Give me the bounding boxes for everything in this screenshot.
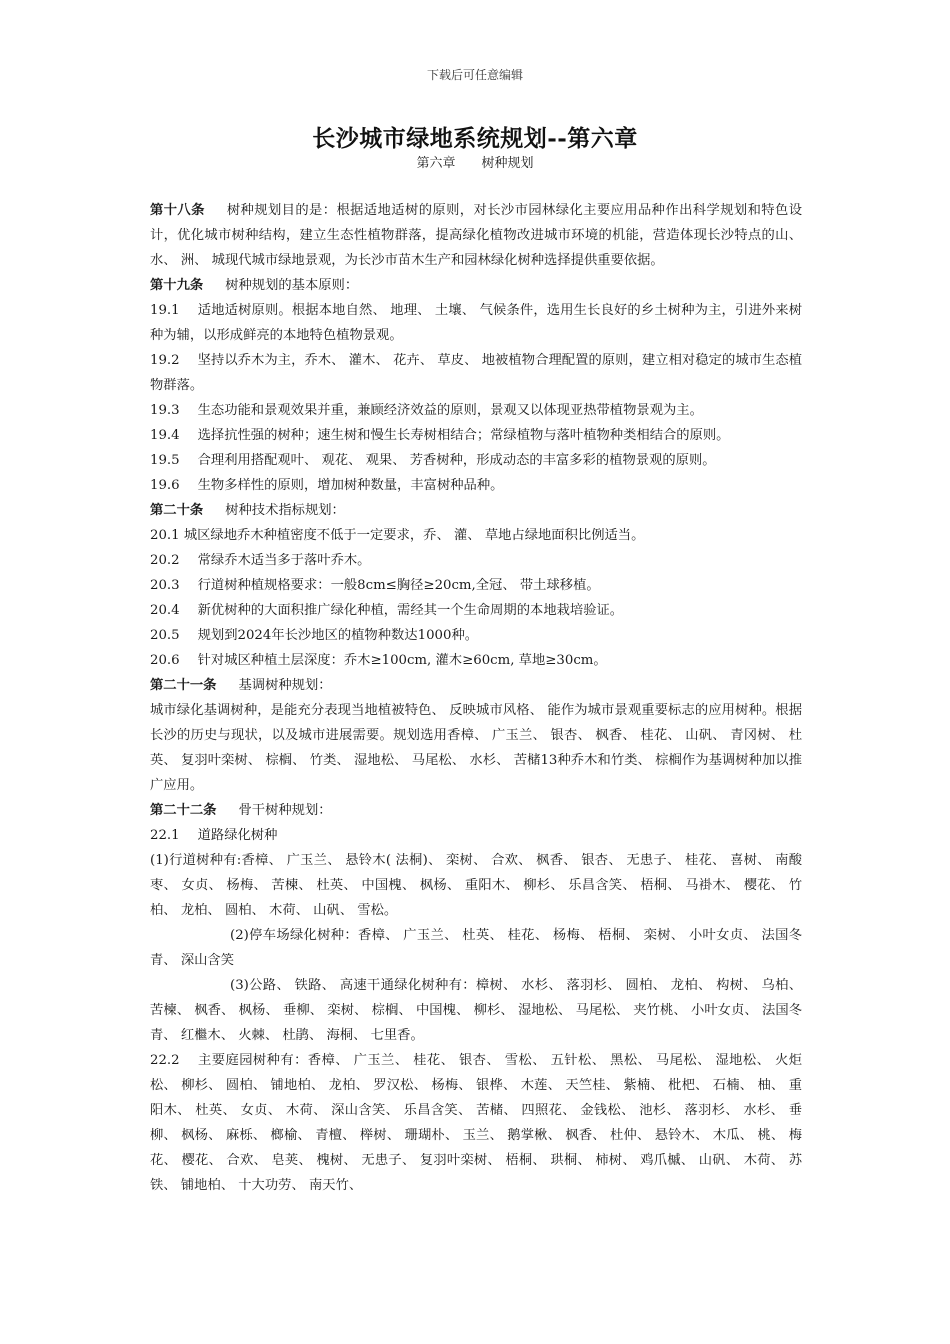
paragraph-text: 城市绿化基调树种，是能充分表现当地植被特色、 反映城市风格、 能作为城市景观重要标志的应用树种。根据长沙的历史与现状，以及城市进展需要。规划选用香樟、 广玉兰、 银杏、 枫香、 桂花、 山矾、 青冈树、 杜英、 复羽叶栾树、 棕榈、 竹类、 湿地松、 马尾松、 水杉、 苦槠13种乔木和竹类、 棕榈作为基调树种加以推广应用。 — [150, 703, 802, 793]
paragraph — [150, 198, 802, 273]
paragraph — [150, 798, 802, 823]
paragraph — [150, 1048, 802, 1198]
clause-number: 19.5 — [150, 453, 180, 468]
paragraph-text: 针对城区种植土层深度：乔木≥100cm, 灌木≥60cm, 草地≥30cm。 — [197, 653, 607, 668]
clause-number: 20.3 — [150, 578, 180, 593]
article-label: 第二十一条 — [150, 678, 217, 693]
document-body — [150, 198, 802, 1198]
clause-number: 22.1 — [150, 828, 180, 843]
paragraph-text: 合理利用搭配观叶、 观花、 观果、 芳香树种，形成动态的丰富多彩的植物景观的原则。 — [197, 453, 716, 468]
paragraph-text: 适地适树原则。根据本地自然、 地理、 土壤、 气候条件，选用生长良好的乡土树种为主，引进外来树种为辅，以形成鲜亮的本地特色植物景观。 — [150, 303, 802, 343]
paragraph-text: 主要庭园树种有：香樟、 广玉兰、 桂花、 银杏、 雪松、 五针松、 黑松、 马尾松、 湿地松、 火炬松、 柳杉、 圆柏、 铺地柏、 龙柏、 罗汉松、 杨梅、 银桦、 木莲、 天竺桂、 紫楠、 枇杷、 石楠、 柚、 重阳木、 杜英、 女贞、 木荷、 深山含笑、 乐昌含笑、 苦槠、 四照花、 金钱松、 池杉、 落羽杉、 水杉、 垂柳、 枫杨、 麻栎、 榔榆、 青檀、 榉树、 珊瑚朴、 玉兰、 鹅掌楸、 枫香、 杜仲、 悬铃木、 木瓜、 桃、 梅花、 樱花、 合欢、 皂荚、 槐树、 无患子、 复羽叶栾树、 梧桐、 珙桐、 柿树、 鸡爪槭、 山矾、 木荷、 苏铁、 铺地柏、 十大功劳、 南天竹、 — [150, 1053, 802, 1193]
paragraph-text: 20.1 城区绿地乔木种植密度不低于一定要求，乔、 灌、 草地占绿地面积比例适当。 — [150, 528, 645, 543]
paragraph — [150, 698, 802, 798]
paragraph-text: 树种规划的基本原则： — [225, 278, 359, 293]
article-label: 第十八条 — [150, 203, 205, 218]
clause-number: 20.5 — [150, 628, 180, 643]
page-title: 长沙城市绿地系统规划--第六章 — [312, 125, 638, 152]
paragraph — [150, 823, 802, 848]
paragraph — [150, 973, 802, 1048]
article-label: 第二十二条 — [150, 803, 217, 818]
clause-number: 20.2 — [150, 553, 180, 568]
paragraph-text: 生态功能和景观效果并重，兼顾经济效益的原则，景观又以体现亚热带植物景观为主。 — [197, 403, 703, 418]
page-subtitle: 第六章 树种规划 — [416, 156, 534, 171]
paragraph-text: (2)停车场绿化树种：香樟、 广玉兰、 杜英、 桂花、 杨梅、 梧桐、 栾树、 小叶女贞、 法国冬青、 深山含笑 — [150, 928, 802, 968]
paragraph-text: 骨干树种规划： — [238, 803, 332, 818]
clause-number: 19.6 — [150, 478, 180, 493]
paragraph — [150, 523, 802, 548]
paragraph-text: 常绿乔木适当多于落叶乔木。 — [197, 553, 371, 568]
paragraph-text: 道路绿化树种 — [197, 828, 278, 843]
paragraph — [150, 348, 802, 398]
paragraph — [150, 673, 802, 698]
clause-number: 22.2 — [150, 1053, 180, 1068]
paragraph-text: 行道树种植规格要求：一般8cm≤胸径≥20cm,全冠、 带土球移植。 — [197, 578, 600, 593]
paragraph-text: 新优树种的大面积推广绿化种植，需经其一个生命周期的本地栽培验证。 — [197, 603, 624, 618]
paragraph — [150, 598, 802, 623]
paragraph-text: 坚持以乔木为主，乔木、 灌木、 花卉、 草皮、 地被植物合理配置的原则，建立相对稳定的城市生态植物群落。 — [150, 353, 802, 393]
paragraph-text: (3)公路、 铁路、 高速干通绿化树种有：樟树、 水杉、 落羽杉、 圆柏、 龙柏、 构树、 乌柏、 苦楝、 枫香、 枫杨、 垂柳、 栾树、 棕榈、 中国槐、 柳杉、 湿地松、 马尾松、 夹竹桃、 小叶女贞、 法国冬青、 红檵木、 火棘、 杜鹃、 海桐、 七里香。 — [150, 978, 802, 1043]
paragraph — [150, 648, 802, 673]
paragraph-text: 基调树种规划： — [238, 678, 332, 693]
paragraph — [150, 298, 802, 348]
paragraph — [150, 498, 802, 523]
paragraph — [150, 623, 802, 648]
paragraph — [150, 573, 802, 598]
paragraph — [150, 923, 802, 973]
paragraph — [150, 423, 802, 448]
paragraph-text: 规划到2024年长沙地区的植物种数达1000种。 — [197, 628, 479, 643]
paragraph — [150, 448, 802, 473]
article-label: 第十九条 — [150, 278, 204, 293]
paragraph — [150, 548, 802, 573]
clause-number: 19.1 — [150, 303, 180, 318]
paragraph — [150, 848, 802, 923]
paragraph — [150, 273, 802, 298]
paragraph-text: 树种规划目的是：根据适地适树的原则，对长沙市园林绿化主要应用品种作出科学规划和特色设计，优化城市树种结构，建立生态性植物群落，提高绿化植物改进城市环境的机能，营造体现长沙特点的山、 水、 洲、 城现代城市绿地景观，为长沙市苗木生产和园林绿化树种选择提供重要依据。 — [150, 203, 803, 268]
paragraph — [150, 473, 802, 498]
clause-number: 20.6 — [150, 653, 180, 668]
clause-number: 19.3 — [150, 403, 180, 418]
header-note: 下载后可任意编辑 — [426, 68, 523, 82]
paragraph — [150, 398, 802, 423]
article-label: 第二十条 — [150, 503, 204, 518]
paragraph-text: 生物多样性的原则，增加树种数量，丰富树种品种。 — [197, 478, 504, 493]
paragraph-text: 树种技术指标规划： — [225, 503, 345, 518]
clause-number: 19.4 — [150, 428, 180, 443]
clause-number: 20.4 — [150, 603, 180, 618]
clause-number: 19.2 — [150, 353, 180, 368]
paragraph-text: (1)行道树种有:香樟、 广玉兰、 悬铃木( 法桐)、 栾树、 合欢、 枫香、 银杏、 无患子、 桂花、 喜树、 南酸枣、 女贞、 杨梅、 苦楝、 杜英、 中国槐、 枫杨、 重阳木、 柳杉、 乐昌含笑、 梧桐、 马褂木、 樱花、 竹柏、 龙柏、 圆柏、 木荷、 山矾、 雪松。 — [150, 853, 802, 918]
paragraph-text: 选择抗性强的树种；速生树和慢生长寿树相结合；常绿植物与落叶植物种类相结合的原则。 — [197, 428, 730, 443]
